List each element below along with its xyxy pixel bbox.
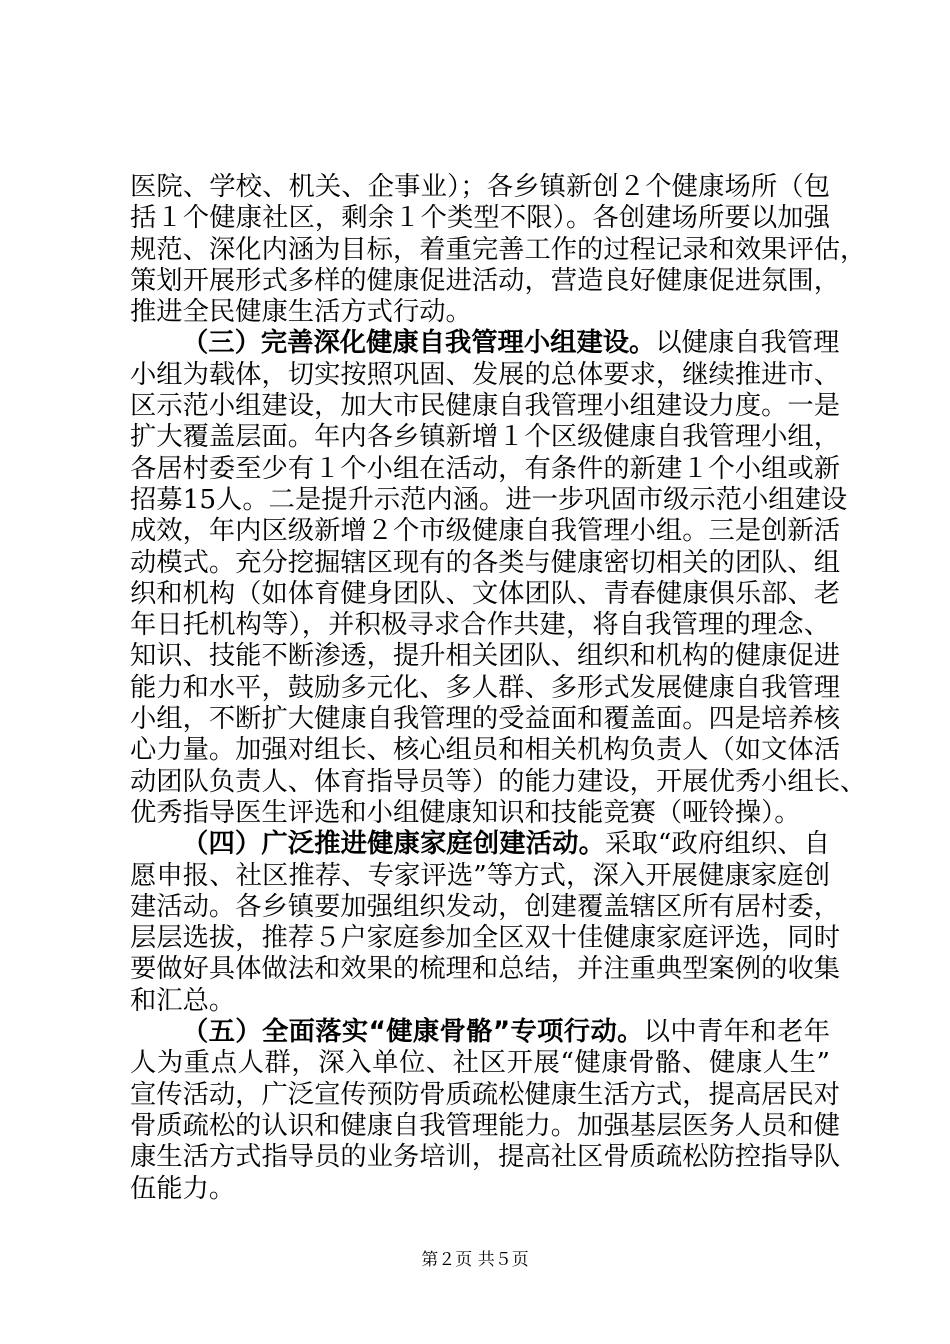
paragraph-first-line — [130, 328, 840, 359]
text-line: 要做好具体做法和效果的梳理和总结，并注重典型案例的收集 — [130, 954, 841, 985]
text-line: 心力量。加强对组长、核心组员和相关机构负责人（如文体活 — [130, 735, 841, 766]
text-line: 愿申报、社区推荐、专家评选”等方式，深入开展健康家庭创 — [130, 860, 830, 891]
text-line: 策划开展形式多样的健康促进活动，营造良好健康促进氛围， — [130, 265, 841, 296]
text-line: 各居村委至少有１个小组在活动，有条件的新建１个小组或新 — [130, 453, 841, 484]
document-body — [130, 172, 867, 1205]
paragraph-continuation — [130, 172, 867, 328]
text-line: 能力和水平，鼓励多元化、多人群、多形式发展健康自我管理 — [130, 672, 841, 703]
text-line: 伍能力。 — [130, 1173, 236, 1204]
text-line: 动团队负责人、体育指导员等）的能力建设，开展优秀小组长、 — [130, 766, 867, 797]
text-line: 优秀指导医生评选和小组健康知识和技能竞赛（哑铃操）。 — [130, 797, 801, 828]
text-line: 织和机构（如体育健身团队、文体团队、青春健康俱乐部、老 — [130, 578, 841, 609]
text-line: 小组为载体，切实按照巩固、发展的总体要求，继续推进市、 — [130, 359, 841, 390]
text-line: 医院、学校、机关、企事业）；各乡镇新创２个健康场所（包 — [130, 172, 830, 202]
text-line: 括１个健康社区，剩余１个类型不限）。各创建场所要以加强 — [130, 203, 830, 234]
text-span: 采取“政府组织、自 — [605, 829, 830, 860]
text-line: 知识、技能不断渗透，提升相关团队、组织和机构的健康促进 — [130, 641, 841, 672]
text-line: 人为重点人群，深入单位、社区开展“健康骨骼、健康人生” — [130, 1048, 830, 1079]
text-line: 区示范小组建设，加大市民健康自我管理小组建设力度。一是 — [130, 391, 841, 422]
text-line: 招募15人。二是提升示范内涵。进一步巩固市级示范小组建设 — [130, 484, 848, 515]
text-line: 建活动。各乡镇要加强组织发动，创建覆盖辖区所有居村委， — [130, 891, 841, 922]
section-heading: （三）完善深化健康自我管理小组建设。 — [182, 328, 656, 359]
text-line: 成效，年内区级新增２个市级健康自我管理小组。三是创新活 — [130, 516, 841, 547]
text-line: 和汇总。 — [130, 985, 236, 1016]
paragraph-first-line — [130, 1017, 830, 1048]
text-line: 康生活方式指导员的业务培训，提高社区骨质疏松防控指导队 — [130, 1142, 841, 1173]
paragraph-healthy-families — [130, 829, 841, 1017]
text-line: 骨质疏松的认识和健康自我管理能力。加强基层医务人员和健 — [130, 1110, 841, 1141]
text-line: 层层选拔，推荐５户家庭参加全区双十佳健康家庭评选，同时 — [130, 923, 841, 954]
text-line: 扩大覆盖层面。年内各乡镇新增１个区级健康自我管理小组， — [130, 422, 841, 453]
text-line: 年日托机构等），并积极寻求合作共建，将自我管理的理念、 — [130, 610, 830, 641]
paragraph-self-management-groups — [130, 328, 867, 829]
section-heading: （四）广泛推进健康家庭创建活动。 — [182, 829, 606, 860]
text-line: 动模式。充分挖掘辖区现有的各类与健康密切相关的团队、组 — [130, 547, 841, 578]
text-line: 推进全民健康生活方式行动。 — [130, 297, 472, 328]
paragraph-healthy-bones — [130, 1017, 841, 1205]
text-line: 宣传活动，广泛宣传预防骨质疏松健康生活方式，提高居民对 — [130, 1079, 841, 1110]
text-span: 以中青年和老年 — [643, 1017, 830, 1048]
text-line: 规范、深化内涵为目标，着重完善工作的过程记录和效果评估， — [130, 234, 867, 265]
page-number-footer: 第２页 共５页 — [421, 1250, 529, 1270]
text-line: 小组，不断扩大健康自我管理的受益面和覆盖面。四是培养核 — [130, 704, 841, 735]
text-span: 以健康自我管理 — [655, 328, 840, 359]
paragraph-first-line — [130, 829, 830, 860]
section-heading: （五）全面落实“健康骨骼”专项行动。 — [182, 1017, 644, 1048]
